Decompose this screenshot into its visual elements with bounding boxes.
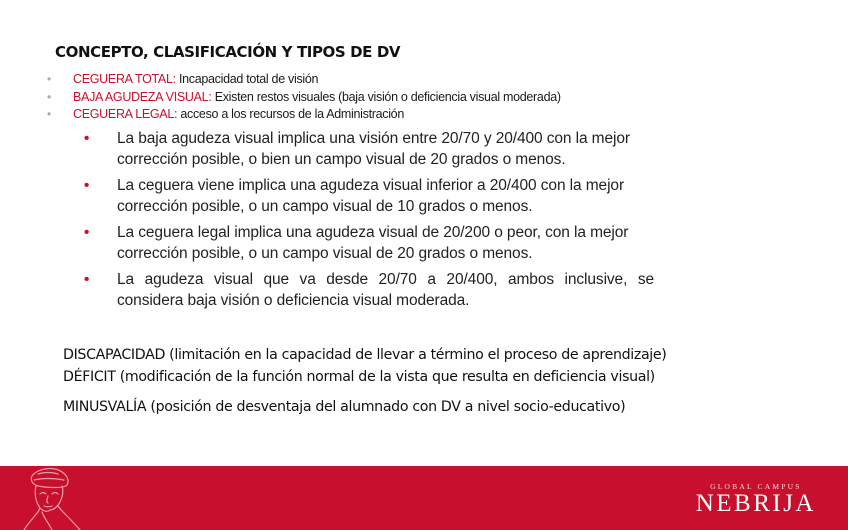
bullet-dot-icon: •: [47, 89, 51, 104]
criteria-text: La ceguera viene implica una agudeza visual inferior a 20/400 con la mejor corrección posible, o un campo visual de 10 grados o menos.: [117, 177, 624, 215]
definition-term: CEGUERA TOTAL:: [73, 72, 176, 86]
slide-title: CONCEPTO, CLASIFICACIÓN Y TIPOS DE DV: [55, 43, 401, 61]
definition-item: [47, 71, 561, 89]
definition-item: [47, 106, 561, 124]
bullet-dot-icon: •: [84, 130, 90, 147]
brand-subtitle: GLOBAL CAMPUS: [710, 482, 802, 491]
brand-logo[interactable]: [696, 482, 816, 517]
criteria-list: [84, 129, 654, 317]
criteria-text: La ceguera legal implica una agudeza visual de 20/200 o peor, con la mejor corrección posible, o un campo visual de 20 grados o menos.: [117, 224, 629, 262]
definitions-list: [47, 71, 561, 124]
definition-text: Existen restos visuales (baja visión o deficiencia visual moderada): [211, 89, 561, 104]
bullet-dot-icon: •: [84, 271, 90, 288]
definition-text: Incapacidad total de visión: [175, 72, 319, 86]
criteria-text: La agudeza visual que va desde 20/70 a 20/400, ambos inclusive, se considera baja visión o deficiencia visual moderada.: [117, 271, 654, 309]
definition-term: BAJA AGUDEZA VISUAL:: [73, 89, 212, 104]
bullet-dot-icon: •: [84, 224, 90, 241]
bullet-dot-icon: •: [47, 107, 51, 121]
criteria-item: [84, 223, 654, 264]
brand-name: NEBRIJA: [695, 490, 816, 517]
criteria-text: La baja agudeza visual implica una visión entre 20/70 y 20/400 con la mejor corrección posible, o bien un campo visual de 20 grados o menos.: [117, 130, 630, 168]
concept-minusvalia: MINUSVALÍA (posición de desventaja del alumnado con DV a nivel socio-educativo): [63, 399, 626, 415]
concept-discapacidad: DISCAPACIDAD (limitación en la capacidad de llevar a término el proceso de aprendizaje): [63, 347, 667, 363]
bullet-dot-icon: •: [47, 72, 51, 86]
criteria-item: [84, 270, 654, 311]
definition-item: [47, 89, 561, 107]
definition-text: acceso a los recursos de la Administración: [177, 107, 404, 121]
concepts-block: [63, 344, 803, 418]
portrait-engraving-icon: [18, 466, 88, 530]
concept-deficit: DÉFICIT (modificación de la función normal de la vista que resulta en deficiencia visual): [63, 369, 655, 385]
criteria-item: [84, 176, 654, 217]
bullet-dot-icon: •: [84, 177, 90, 194]
footer-bar: [0, 466, 848, 530]
criteria-item: [84, 129, 654, 170]
definition-term: CEGUERA LEGAL:: [73, 107, 178, 121]
